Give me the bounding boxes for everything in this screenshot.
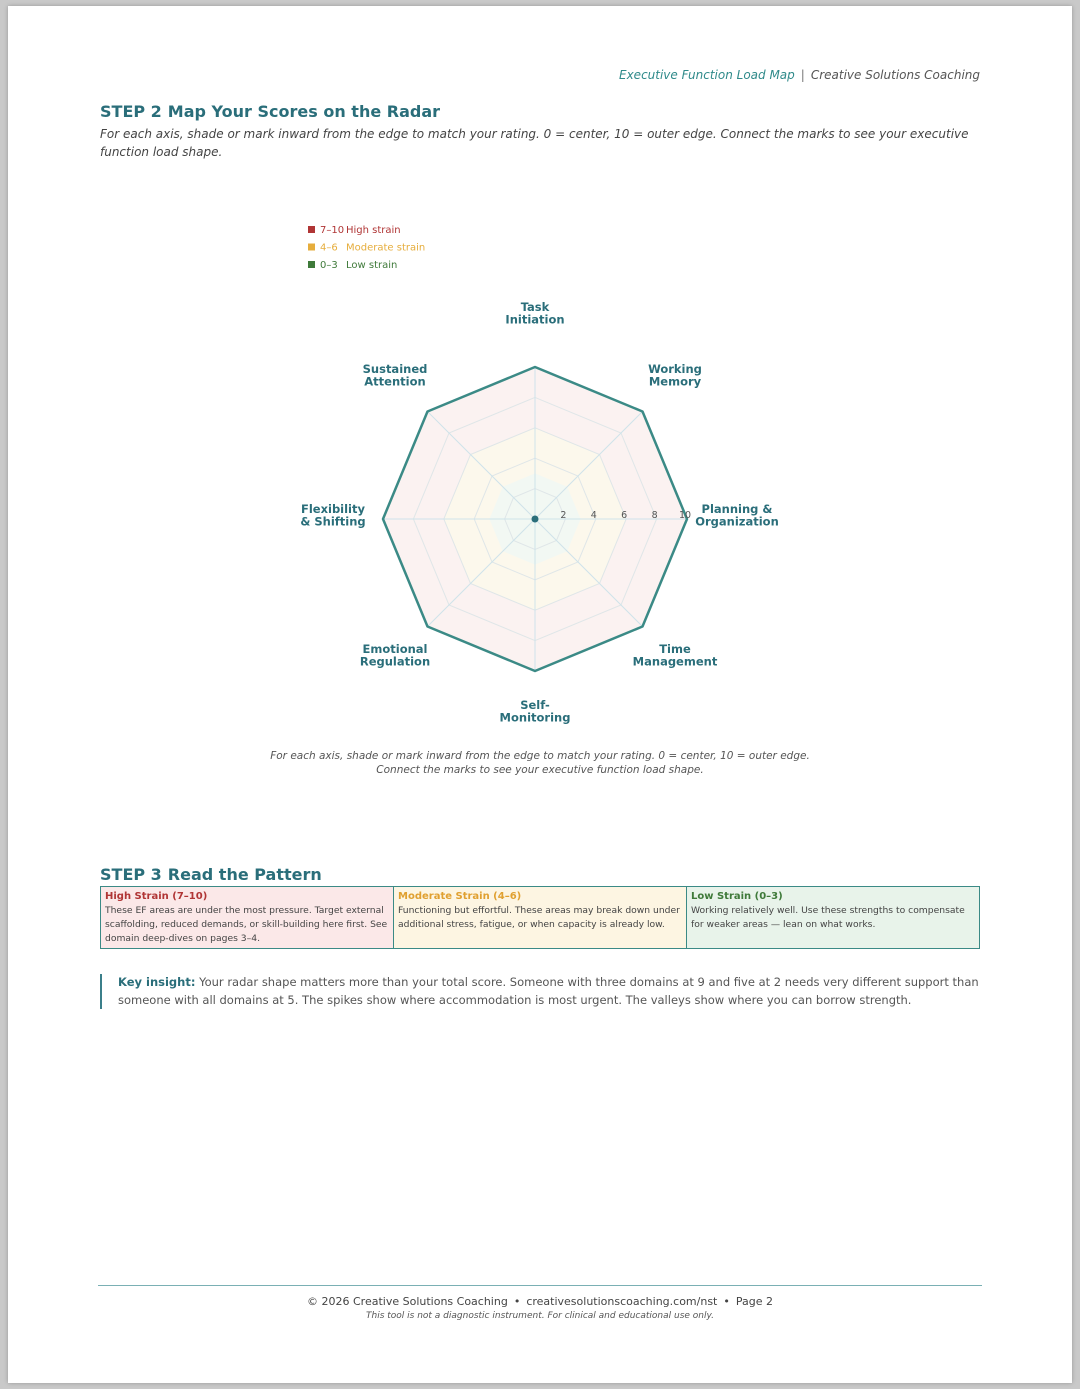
footer-url[interactable]: creativesolutionscoaching.com/nst (526, 1295, 718, 1308)
axis-label (500, 698, 571, 725)
axis-label-line: Sustained (362, 362, 428, 376)
axis-label-line: Regulation (359, 654, 431, 669)
key-insight-callout (100, 974, 980, 1009)
axis-label (505, 300, 564, 327)
step3-number: STEP 3 (100, 865, 162, 884)
axis-label (648, 362, 702, 389)
footer-page-number: Page 2 (735, 1295, 773, 1308)
radar-caption-line1: For each axis, shade or mark inward from the edge to match your rating. 0 = center, 10 = outer edge. (270, 750, 810, 762)
axis-label-line: Memory (648, 374, 702, 389)
axis-label-line: Monitoring (499, 710, 571, 725)
high-strain-title: High Strain (7–10) (105, 891, 208, 902)
pattern-table (100, 886, 980, 949)
tick-label: 4 (590, 510, 597, 521)
step2-number: STEP 2 (100, 102, 162, 121)
footer-bullet-2: • (723, 1295, 730, 1308)
axis-label-line: Time (659, 642, 691, 656)
footer-disclaimer: This tool is not a diagnostic instrument. For clinical and educational use only. (366, 1311, 714, 1321)
axis-label-line: Working (648, 362, 702, 376)
moderate-strain-cell (394, 887, 687, 948)
legend-swatch (308, 261, 315, 268)
legend-label: Low strain (346, 260, 398, 271)
axis-label-line: Self- (520, 698, 550, 712)
header-doc-title: Executive Function Load Map (619, 68, 795, 82)
radar-caption-line2: Connect the marks to see your executive function load shape. (376, 764, 704, 776)
legend-range: 0–3 (320, 260, 338, 271)
step2-title: Map Your Scores on the Radar (167, 102, 441, 121)
key-insight-text: Your radar shape matters more than your total score. Someone with three domains at 9 and five at 2 needs very different support than someone with all domains at 5. The spikes show where accommodation is most urgent. The valleys show where you can borrow strength. (118, 975, 979, 1007)
axis-label-line: Planning & (701, 502, 773, 516)
legend-label: High strain (346, 225, 401, 236)
radar-chart (8, 6, 1072, 806)
high-strain-cell (101, 887, 394, 948)
axis-label-line: Task (520, 300, 550, 314)
low-strain-cell (687, 887, 979, 948)
low-strain-title: Low Strain (0–3) (691, 891, 783, 902)
footer-bullet-1: • (513, 1295, 521, 1308)
axis-label-line: Organization (695, 514, 779, 529)
footer-rule (98, 1285, 982, 1286)
tick-label: 10 (678, 510, 692, 521)
axis-label (363, 362, 428, 389)
footer-copyright: © 2026 Creative Solutions Coaching (307, 1295, 508, 1308)
document-page (8, 6, 1072, 1383)
high-strain-body: These EF areas are under the most pressure. Target external scaffolding, reduced demands, or skill-building here first. See domain deep-dives on pages 3–4. (105, 905, 388, 944)
footer-line (8, 1295, 1072, 1308)
legend-swatch (308, 226, 315, 233)
moderate-strain-body: Functioning but effortful. These areas may break down under additional stress, fatigue, or when capacity is already low. (398, 905, 680, 930)
axis-label-line: Emotional (362, 642, 428, 656)
low-strain-body: Working relatively well. Use these strengths to compensate for weaker areas — lean on what works. (691, 905, 965, 930)
legend-label: Moderate strain (346, 242, 426, 254)
axis-label-line: & Shifting (300, 514, 366, 529)
tick-label: 6 (621, 510, 628, 521)
legend-swatch (308, 244, 315, 251)
center-point (532, 516, 539, 523)
axis-label (300, 502, 365, 529)
axis-label (360, 642, 430, 669)
step3-heading (100, 865, 322, 884)
radar-caption (8, 749, 1072, 777)
moderate-strain-title: Moderate Strain (4–6) (398, 891, 522, 902)
step2-instructions: For each axis, shade or mark inward from the edge to match your rating. 0 = center, 10 = outer edge. Connect the marks to see your executive function load shape. (100, 127, 969, 159)
axis-label-line: Initiation (505, 312, 565, 327)
axis-label-line: Flexibility (300, 502, 366, 516)
tick-label: 2 (560, 510, 567, 521)
tick-label: 8 (651, 510, 658, 521)
step3-title: Read the Pattern (167, 865, 322, 884)
key-insight-label: Key insight: (118, 975, 196, 989)
legend-range: 4–6 (320, 242, 338, 254)
legend-range: 7–10 (320, 225, 345, 236)
axis-label-line: Attention (364, 374, 426, 389)
header-separator: | (800, 68, 805, 82)
header-org-name: Creative Solutions Coaching (810, 68, 980, 82)
axis-label (695, 502, 779, 529)
axis-label (633, 642, 718, 669)
axis-label-line: Management (632, 654, 718, 669)
